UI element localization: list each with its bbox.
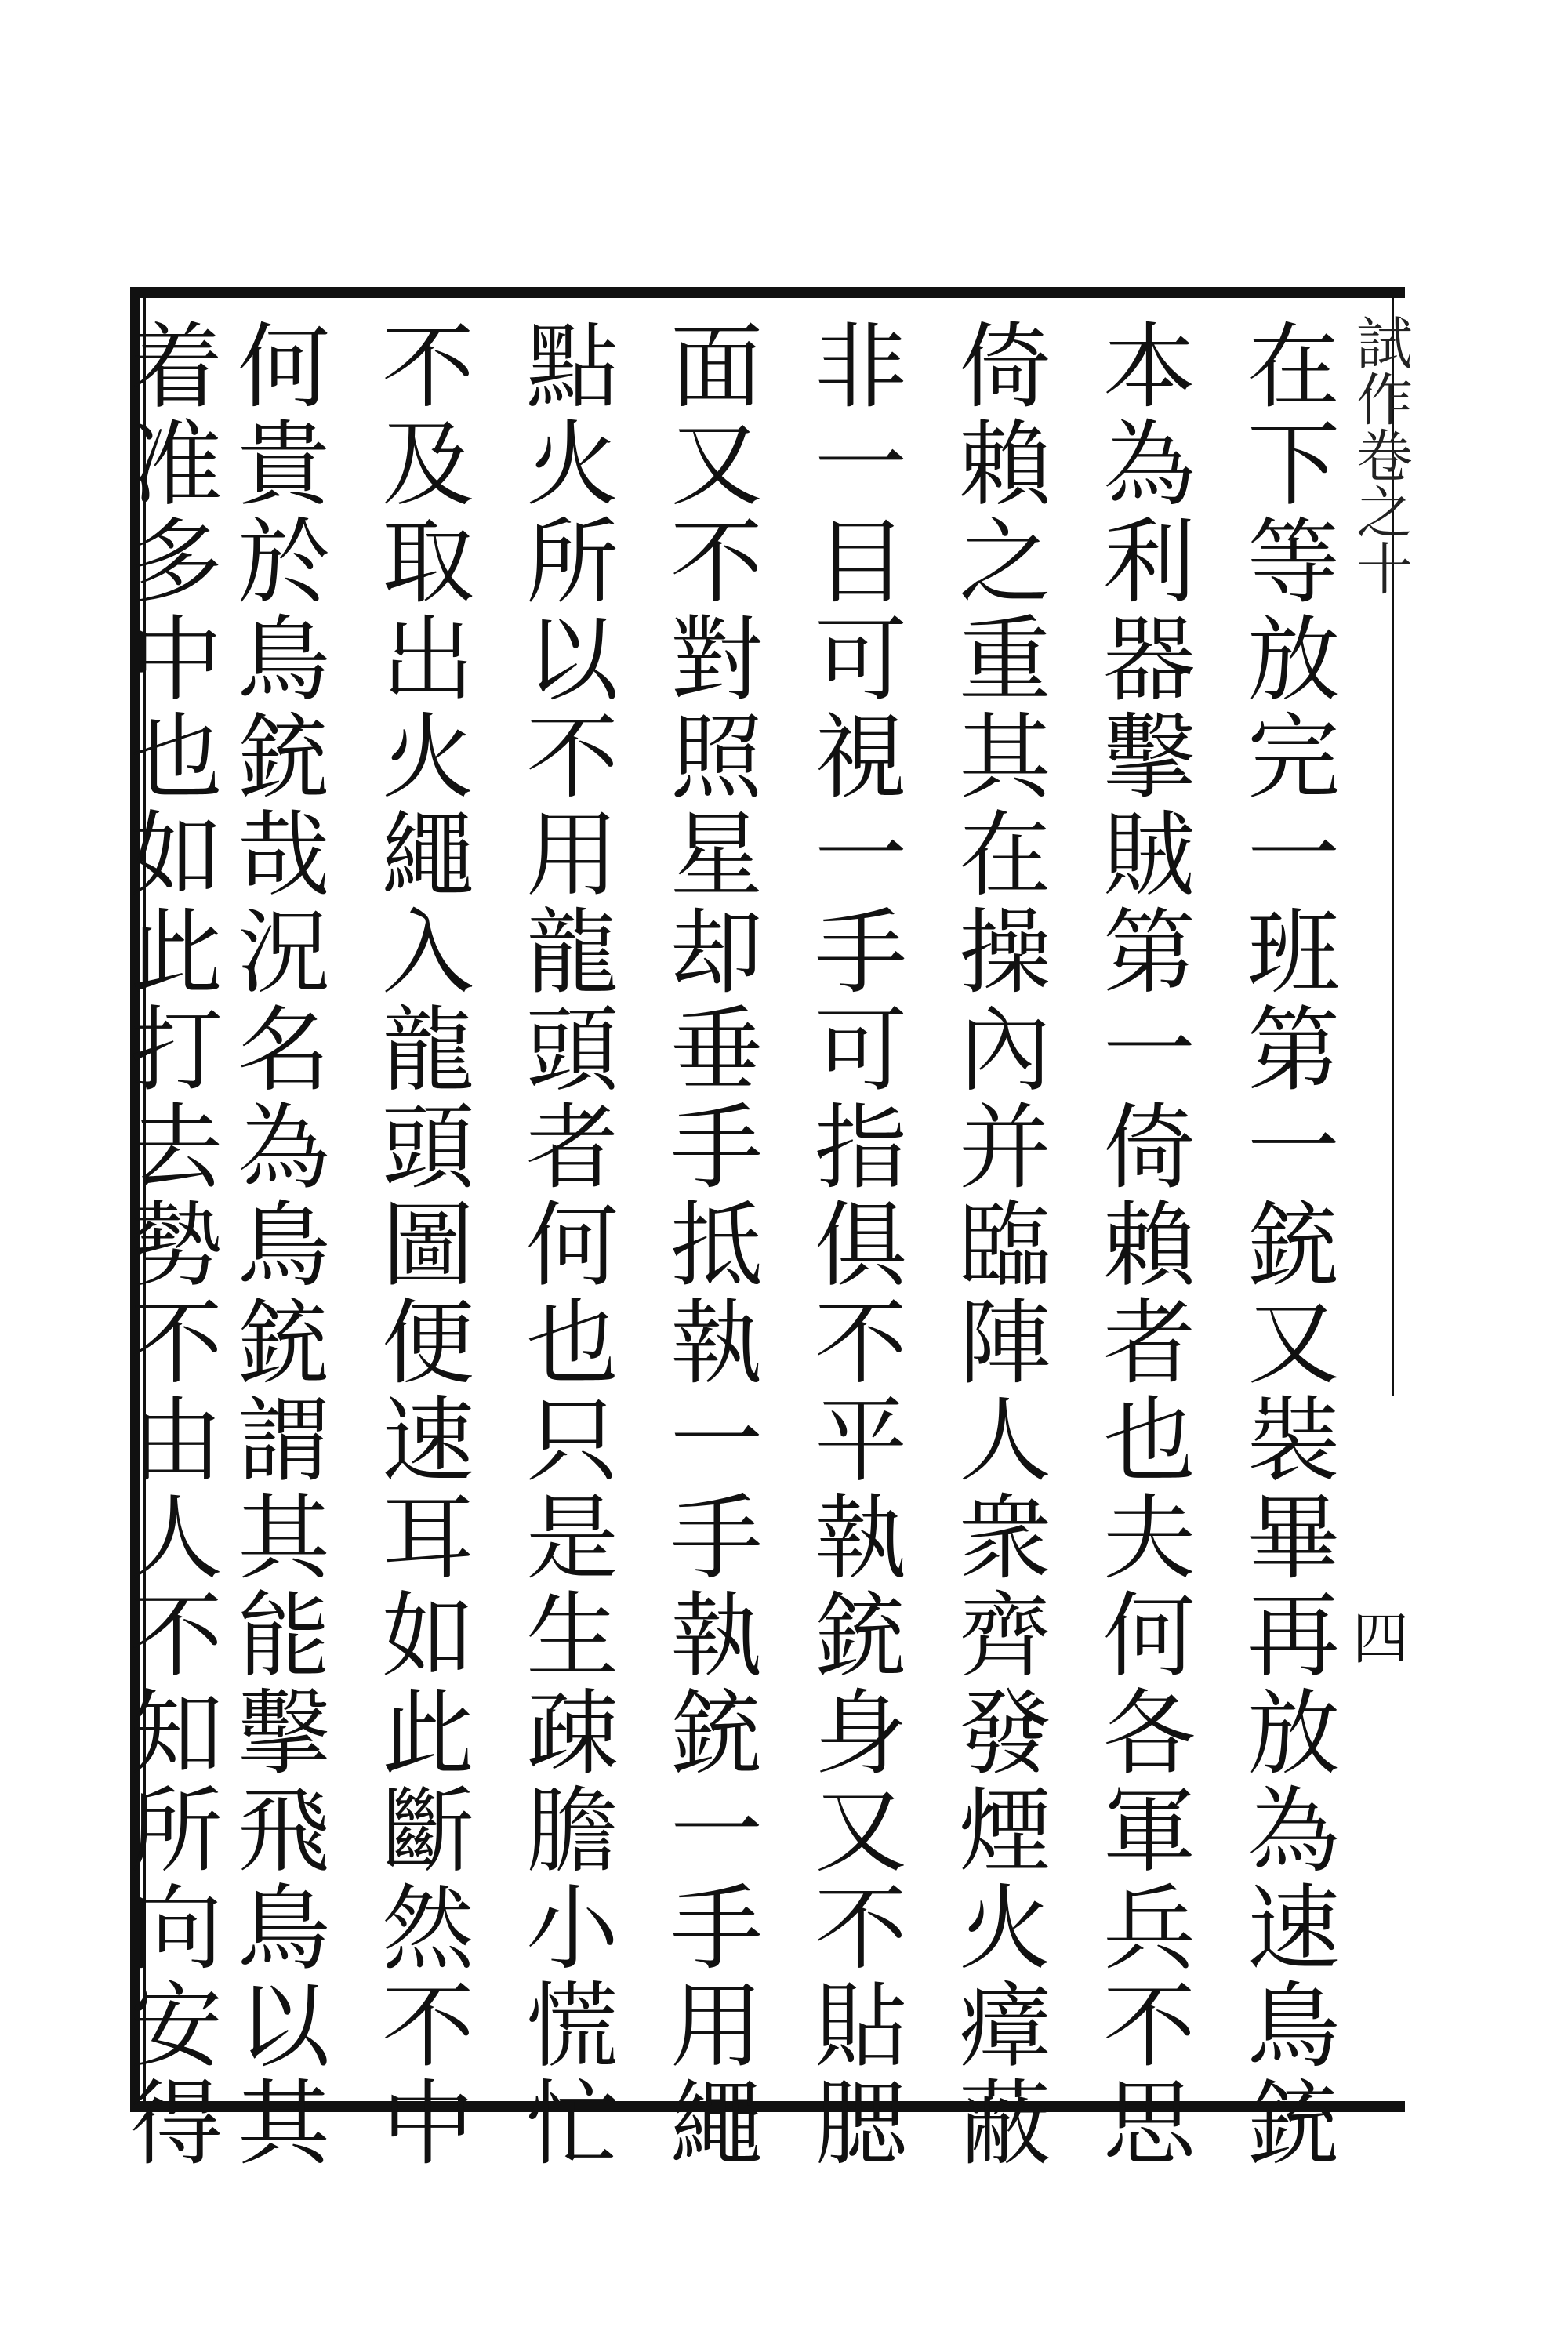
text-column-5: 面又不對照星却垂手抵執一手執銃一手用繩 — [655, 318, 763, 2172]
gutter-heading: 試作卷之十 — [1347, 314, 1413, 596]
text-column-3: 倚賴之重其在操內并臨陣人衆齊發煙火瘴蔽 — [943, 318, 1051, 2172]
text-column-6: 點火所以不用龍頭者何也只是生疎膽小慌忙 — [510, 318, 619, 2172]
text-column-4: 非一目可視一手可指俱不平執銃身又不貼腮 — [799, 318, 907, 2172]
text-column-7: 不及取出火繩入龍頭圖便速耳如此斷然不中 — [366, 318, 474, 2172]
text-column-1: 在下等放完一班第一銃又裝畢再放為速鳥銃 — [1232, 318, 1340, 2172]
text-column-9: 着准多中也如此打去勢不由人不知所向安得 — [114, 318, 223, 2172]
text-column-8: 何貴於鳥銃哉況名為鳥銃謂其能擊飛鳥以其 — [222, 318, 330, 2172]
text-column-2: 本為利器擊賊第一倚賴者也夫何各軍兵不思 — [1087, 318, 1196, 2172]
page-number: 四 — [1352, 1606, 1410, 1671]
